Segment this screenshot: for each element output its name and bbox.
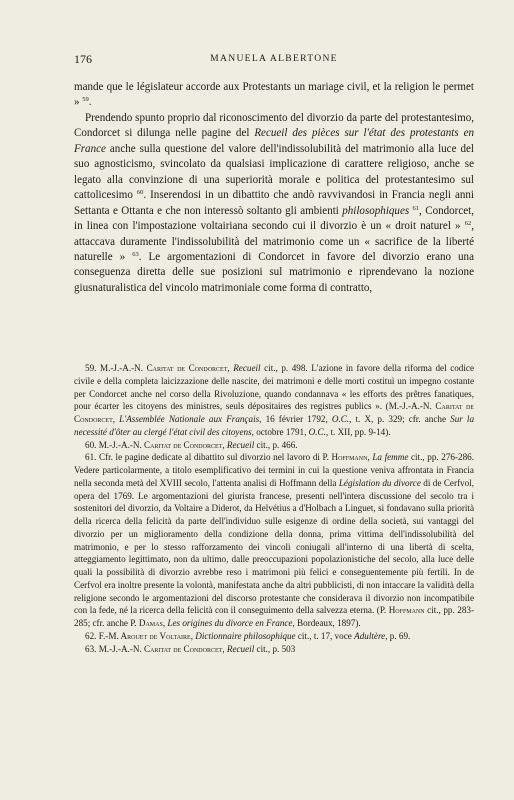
footnote-number: 59.: [85, 363, 97, 373]
italic-term: philosophiques: [342, 204, 410, 217]
footnote-ref-59: 59: [82, 96, 89, 104]
footnote-59: [74, 362, 474, 439]
author-name: M.-J.-A.-N. Caritat de Condorcet: [98, 643, 223, 654]
text-run: Cfr. le pagine dedicate al dibattito sul divorzio nel lavoro di: [96, 452, 323, 463]
italic-title: Les origines du divorce en France: [167, 618, 293, 628]
text-run: , Bordeaux, 1897).: [292, 618, 361, 628]
text-run: , t. XII, pp. 9-14).: [325, 426, 391, 437]
text-run: . Le argomentazioni di Condorcet in favore del divorzio erano una conseguenza diretta delle sue posizioni sul matrimonio e riprendevano la nozione giusnaturalistica del vincolo matrimoniale come forma di contratto,: [74, 250, 474, 294]
text-run: , t. X, p. 329; cfr. anche: [349, 414, 451, 424]
italic-title: Sur la necessité d'ôter au clergé l'état civil des citoyens: [74, 414, 475, 437]
italic-title: Recueil: [233, 363, 261, 373]
text-run: , 16 février 1792,: [259, 414, 332, 424]
author-name: F.-M. Arouet de Voltaire: [98, 630, 191, 641]
text-run: , Condorcet, in linea con l'impostazione voltairiana secondo cui il divorzio è un « droit naturel »: [74, 204, 474, 233]
text-run: cit., pp. 283-285; cfr. anche: [74, 605, 474, 628]
italic-title: La femme: [372, 452, 409, 463]
italic-title: Recueil des pièces sur l'état des protestants en France: [74, 127, 474, 155]
italic-title: Législation du divorce: [338, 477, 421, 488]
text-run: cit., p. 498. L'azione in favore della riforma del codice civile e della completa laicizzazione delle nascite, dei matrimoni e delle morti costituì un impegno costante per Condorcet anche nel corso della Rivoluzione, quando condannava « les efforts des prêtres fanatiques, pour écarter les citoyens des ministres, seuls dépositaires des registres publics ». (: [74, 363, 474, 412]
text-run: , attaccava duramente l'indissolubilità del matrimonio come un « sacrifice de la liberté naturelle »: [74, 220, 474, 263]
footnote-60: [74, 439, 474, 452]
text-run: . Inserendosi in un dibattito che andò ravvivandosi in Francia negli anni Settanta e Ottanta e che non interessò soltanto gli ambienti: [74, 189, 474, 217]
text-run: mande que le législateur accorde aux Protestants un mariage civil, et la religion le permet »: [74, 81, 474, 109]
text-run: ,: [190, 630, 196, 641]
footnote-number: 61.: [85, 452, 97, 463]
italic-abbrev: O.C.: [308, 426, 326, 437]
text-run: anche sulla questione del valore dell'indissolubilità del matrimonio alla luce del suo agnosticismo, svincolato da qualsiasi implicazione di carattere religioso, anche se legato alla convinzione di una superiorità morale e politica del protestantesimo sul cattolicesimo: [74, 142, 474, 202]
author-name: P. Damas: [130, 618, 163, 628]
text-run: cit., p. 466.: [254, 439, 298, 450]
main-text: [74, 80, 474, 296]
text-run: .: [88, 96, 92, 109]
page-number: 176: [74, 52, 92, 66]
author-name: M.-J.-A.-N. Caritat de Condorcet: [99, 363, 228, 373]
text-run: ,: [227, 363, 234, 373]
italic-term: Adultère: [354, 630, 386, 641]
footnote-ref-63: 63: [132, 250, 139, 258]
text-run: ,: [162, 618, 168, 628]
footnote-ref-60: 60: [136, 189, 144, 197]
text-run: Prendendo spunto proprio dal riconoscimento del divorzio da parte del protestantesimo, Condorcet si dilunga nelle pagine del: [74, 111, 474, 140]
italic-title: L'Assemblée Nationale aux Français: [119, 414, 260, 424]
footnotes: [74, 362, 474, 655]
text-run: , p. 69.: [385, 630, 411, 641]
italic-title: Recueil: [226, 643, 255, 654]
text-run: , octobre 1791,: [251, 426, 309, 437]
italic-title: Dictionnaire philosophique: [195, 630, 296, 641]
footnote-ref-61: 61: [412, 204, 420, 212]
running-head: MANUELA ALBERTONE: [210, 53, 338, 64]
author-name: P. Hoffmann: [379, 605, 425, 616]
paragraph-1: [74, 80, 474, 111]
text-run: ,: [222, 643, 227, 654]
text-run: cit., t. 17, voce: [295, 630, 355, 641]
paragraph-2: [74, 111, 474, 296]
author-name: P. Hoffmann: [322, 452, 368, 463]
footnote-ref-62: 62: [464, 220, 472, 228]
italic-abbrev: O.C.: [331, 414, 350, 424]
text-run: cit., p. 503: [254, 643, 296, 654]
footnote-number: 60.: [85, 439, 97, 450]
text-run: ,: [367, 452, 373, 463]
footnote-number: 63.: [85, 643, 97, 654]
footnote-63: [74, 643, 474, 656]
text-run: ,: [112, 414, 120, 424]
text-run: ,: [222, 439, 227, 450]
page-header: [74, 52, 474, 68]
italic-title: Recueil: [226, 439, 255, 450]
author-name: M.-J.-A.-N. Caritat de Condorcet: [74, 401, 475, 424]
text-run: di de Cerfvol, opera del 1769. Le argomentazioni del giurista francese, presenti nell'intera discussione del secolo tra i sostenitori del divorzio, da Voltaire a Diderot, da Helvétius a d'Holbach a Linguet, si fondavano sulla priorità della ricerca della felicità da parte dell'individuo sulle esigenze di ordine della società, sui vantaggi del divorzio per un miglioramento della condizione della donna, prima vittima dell'indissolubilità del matrimonio, e per lo stesso rafforzamento dei vincoli coniugali all'interno di una libertà di scelta, atteggiamento legittimato, non da ultimo, dalle preoccupazioni popolazionistiche del secolo, alla luce delle quali la possibilità di divorzio avrebbe reso i matrimoni più felici e conseguentemente più fertili. In de Cerfvol era inoltre presente la volontà, manifestata anche da altri pubblicisti, di non intaccare la validità della religione secondo le argomentazioni del discorso protestante che considerava il divorzio non incompatibile con la fede, né la ricerca della felicità con il conseguimento della salvezza eterna. (: [74, 477, 474, 616]
author-name: M.-J.-A.-N. Caritat de Condorcet: [98, 439, 223, 450]
footnote-61: [74, 451, 474, 630]
text-run: cit., pp. 276-286. Vedere particolarmente, a titolo esemplificativo dei termini in cui la questione veniva affrontata in Francia nella seconda metà del XVIII secolo, l'attenta analisi di Hoffmann della: [74, 452, 474, 488]
footnote-number: 62.: [85, 630, 97, 641]
footnote-62: [74, 630, 474, 643]
